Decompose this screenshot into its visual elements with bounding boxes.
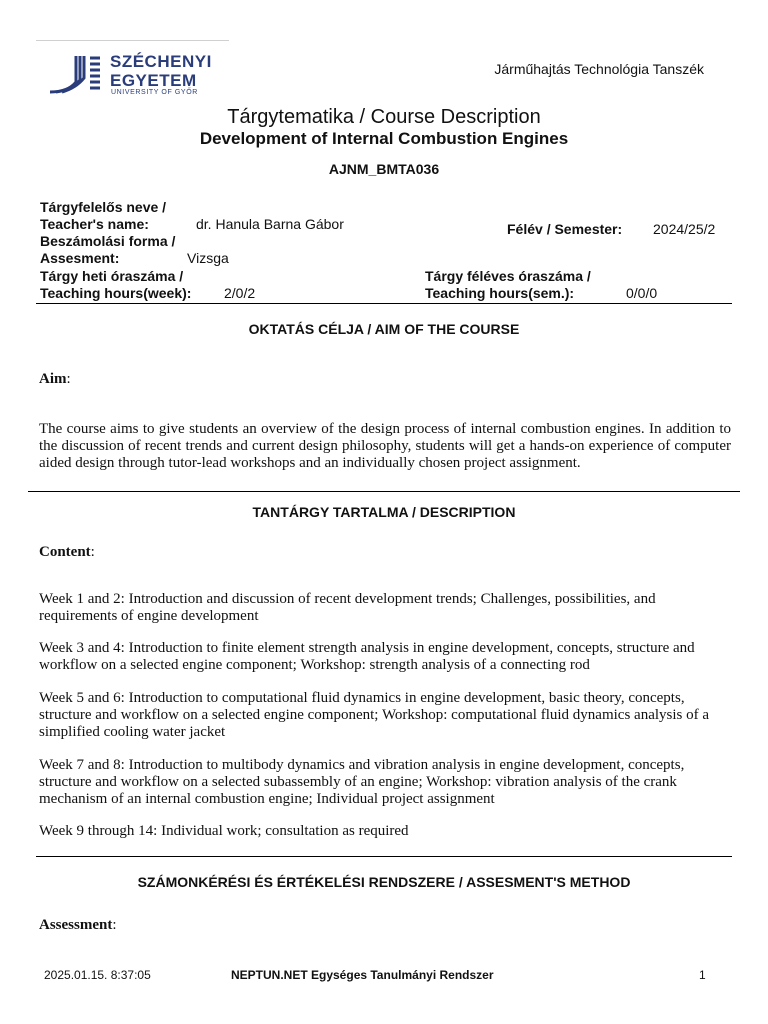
teacher-value: dr. Hanula Barna Gábor [196, 216, 344, 232]
footer-system-name: NEPTUN.NET Egységes Tanulmányi Rendszer [231, 968, 494, 982]
teacher-label-hu: Tárgyfelelős neve / [40, 199, 167, 215]
week-item: Week 9 through 14: Individual work; consultation as required [39, 823, 409, 839]
divider [36, 856, 732, 857]
divider [28, 491, 740, 492]
semester-hours-value: 0/0/0 [626, 285, 658, 301]
weekly-hours-value: 2/0/2 [224, 285, 256, 301]
assessment-section-label: Assessment: [39, 917, 117, 933]
assessment-label-text: Assessment [39, 917, 113, 933]
semester-value: 2024/25/2 [653, 221, 716, 237]
department-name: Járműhajtás Technológia Tanszék [494, 61, 704, 77]
weekly-hours-label-en: Teaching hours(week): [40, 285, 192, 301]
semester-hours-label-hu: Tárgy féléves óraszáma / [425, 268, 591, 284]
semester-hours-label-en: Teaching hours(sem.): [425, 285, 575, 301]
aim-label-text: Aim [39, 371, 67, 387]
logo-subtitle: UNIVERSITY OF GYŐR [111, 89, 198, 96]
week-item: Week 3 and 4: Introduction to finite element strength analysis in engine development, concepts, structure and workflow on a selected engine component; Workshop: strength analysis of a connecting rod [39, 640, 695, 673]
divider [36, 303, 732, 304]
course-title: Development of Internal Combustion Engines [199, 129, 569, 148]
aim-text: The course aims to give students an overview of the design process of internal combustion engines. In addition to the discussion of recent trends and current design philosophy, students will get a hands-on experience of computer aided design through tutor-lead workshops and an individually chosen project assignment. [39, 421, 731, 471]
content-heading: TANTÁRGY TARTALMA / DESCRIPTION [252, 504, 516, 520]
page-title: Tárgytematika / Course Description [227, 106, 541, 128]
content-label-text: Content [39, 544, 91, 560]
logo-name [110, 52, 212, 90]
week-item: Week 7 and 8: Introduction to multibody dynamics and vibration analysis in engine development, concepts, structure and workflow on a selected subassembly of an engine; Workshop: vibration analysis of the crank mechanism of an internal combustion engine; Individual project assignment [39, 757, 685, 807]
aim-heading: OKTATÁS CÉLJA / AIM OF THE COURSE [248, 321, 520, 337]
content-label: Content: [39, 544, 95, 560]
course-code: AJNM_BMTA036 [328, 161, 440, 177]
assessment-label-en: Assesment: [40, 250, 120, 266]
teacher-label-en: Teacher's name: [40, 216, 149, 232]
assessment-value: Vizsga [187, 250, 229, 266]
page-number: 1 [699, 968, 706, 982]
print-timestamp: 2025.01.15. 8:37:05 [44, 968, 151, 982]
weekly-hours-label-hu: Tárgy heti óraszáma / [40, 268, 184, 284]
week-item: Week 1 and 2: Introduction and discussion of recent development trends; Challenges, possibilities, and requirements of engine development [39, 591, 656, 624]
university-logo-icon [48, 52, 104, 96]
semester-label: Félév / Semester: [507, 221, 623, 237]
logo-line-2: EGYETEM [110, 71, 197, 90]
assessment-heading: SZÁMONKÉRÉSI ÉS ÉRTÉKELÉSI RENDSZERE / ASSESMENT'S METHOD [137, 874, 631, 890]
logo-line-1: SZÉCHENYI [110, 52, 212, 71]
assessment-label-hu: Beszámolási forma / [40, 233, 176, 249]
week-item: Week 5 and 6: Introduction to computational fluid dynamics in engine development, basic theory, concepts, structure and workflow on a selected engine component; Workshop: computational fluid dynamics analysis of a simplified cooling water jacket [39, 690, 710, 740]
aim-label: Aim: [39, 371, 71, 387]
